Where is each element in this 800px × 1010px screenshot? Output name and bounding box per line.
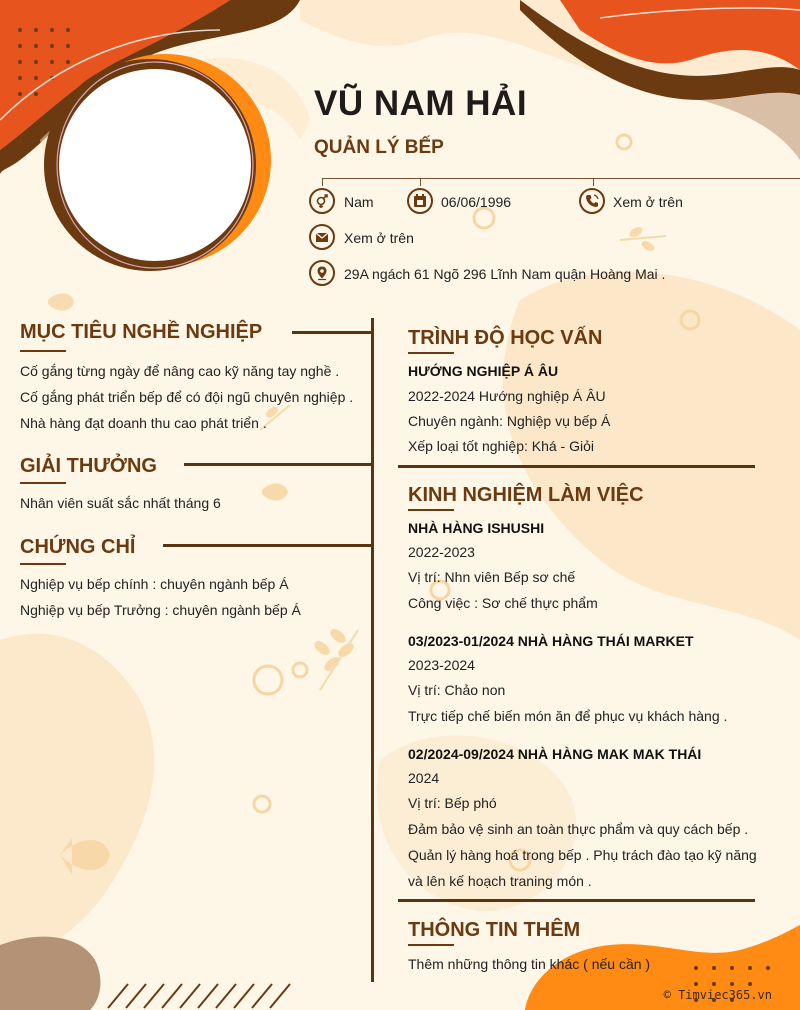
candidate-name: VŨ NAM HẢI: [314, 84, 528, 123]
job-line: Công việc : Sơ chế thực phẩm: [408, 595, 598, 611]
education-line: Chuyên ngành: Nghiệp vụ bếp Á: [408, 413, 611, 429]
objective-title-rule: [292, 331, 372, 334]
calendar-icon: [407, 188, 433, 214]
job-heading: NHÀ HÀNG ISHUSHI: [408, 520, 545, 536]
certificates-underline: [20, 563, 66, 565]
extra-line: Thêm những thông tin khác ( nếu cần ): [408, 956, 651, 972]
awards-underline: [20, 482, 66, 484]
job-line: Vị trí: Nhn viên Bếp sơ chế: [408, 569, 576, 585]
header-divider-tick: [593, 178, 594, 186]
address-value: 29A ngách 61 Ngõ 296 Lĩnh Nam quận Hoàng Mai .: [344, 266, 666, 282]
education-line: Xếp loại tốt nghiệp: Khá - Giỏi: [408, 438, 595, 454]
job-line: 2022-2023: [408, 544, 475, 560]
extra-title: THÔNG TIN THÊM: [408, 919, 581, 941]
certificate-line: Nghiệp vụ bếp Trưởng : chuyên ngành bếp Á: [20, 602, 301, 618]
school-name: HƯỚNG NGHIỆP Á ÂU: [408, 363, 559, 379]
header-divider: [322, 178, 800, 179]
job-line: Vị trí: Bếp phó: [408, 795, 497, 811]
education-title: TRÌNH ĐỘ HỌC VẤN: [408, 327, 603, 349]
education-underline: [408, 352, 454, 354]
objective-line: Cố gắng từng ngày để nâng cao kỹ năng tay nghề .: [20, 363, 340, 379]
certificate-line: Nghiệp vụ bếp chính : chuyên ngành bếp Á: [20, 576, 289, 592]
objective-title: MỤC TIÊU NGHỀ NGHIỆP: [20, 321, 263, 343]
awards-title: GIẢI THƯỞNG: [20, 455, 157, 477]
email-value: Xem ở trên: [344, 230, 414, 246]
job-heading: 03/2023-01/2024 NHÀ HÀNG THÁI MARKET: [408, 633, 694, 649]
header-divider-tick: [322, 178, 323, 186]
job-line: Đảm bảo vệ sinh an toàn thực phẩm và quy cách bếp .: [408, 821, 749, 837]
gender-value: Nam: [344, 194, 374, 210]
header-divider-tick: [420, 178, 421, 186]
phone-value: Xem ở trên: [613, 194, 683, 210]
birthday-value: 06/06/1996: [441, 194, 512, 210]
job-line: Quản lý hàng hoá trong bếp . Phụ trách đào tạo kỹ năng: [408, 847, 757, 863]
extra-underline: [408, 944, 454, 946]
education-rule: [398, 465, 755, 468]
certificates-title-rule: [163, 544, 372, 547]
job-line: Trực tiếp chế biến món ăn để phục vụ khách hàng .: [408, 708, 728, 724]
job-title: QUẢN LÝ BẾP: [314, 137, 444, 158]
experience-underline: [408, 509, 454, 511]
job-line: 2024: [408, 770, 440, 786]
job-line: Vị trí: Chảo non: [408, 682, 506, 698]
location-icon: [309, 260, 335, 286]
education-line: 2022-2024 Hướng nghiệp Á ÂU: [408, 388, 606, 404]
phone-icon: [579, 188, 605, 214]
certificates-title: CHỨNG CHỈ: [20, 536, 136, 558]
experience-rule: [398, 899, 755, 902]
job-heading: 02/2024-09/2024 NHÀ HÀNG MAK MAK THÁI: [408, 746, 702, 762]
award-line: Nhân viên suất sắc nhất tháng 6: [20, 495, 221, 511]
job-line: và lên kế hoạch traning món .: [408, 873, 592, 889]
watermark: © Timviec365.vn: [663, 988, 772, 1002]
email-icon: [309, 224, 335, 250]
job-line: 2023-2024: [408, 657, 475, 673]
objective-line: Nhà hàng đạt doanh thu cao phát triển .: [20, 415, 267, 431]
experience-title: KINH NGHIỆM LÀM VIỆC: [408, 484, 644, 506]
column-divider: [371, 318, 374, 982]
objective-underline: [20, 350, 66, 352]
awards-title-rule: [184, 463, 372, 466]
gender-icon: [309, 188, 335, 214]
objective-line: Cố gắng phát triển bếp để có đội ngũ chuyên nghiệp .: [20, 389, 354, 405]
